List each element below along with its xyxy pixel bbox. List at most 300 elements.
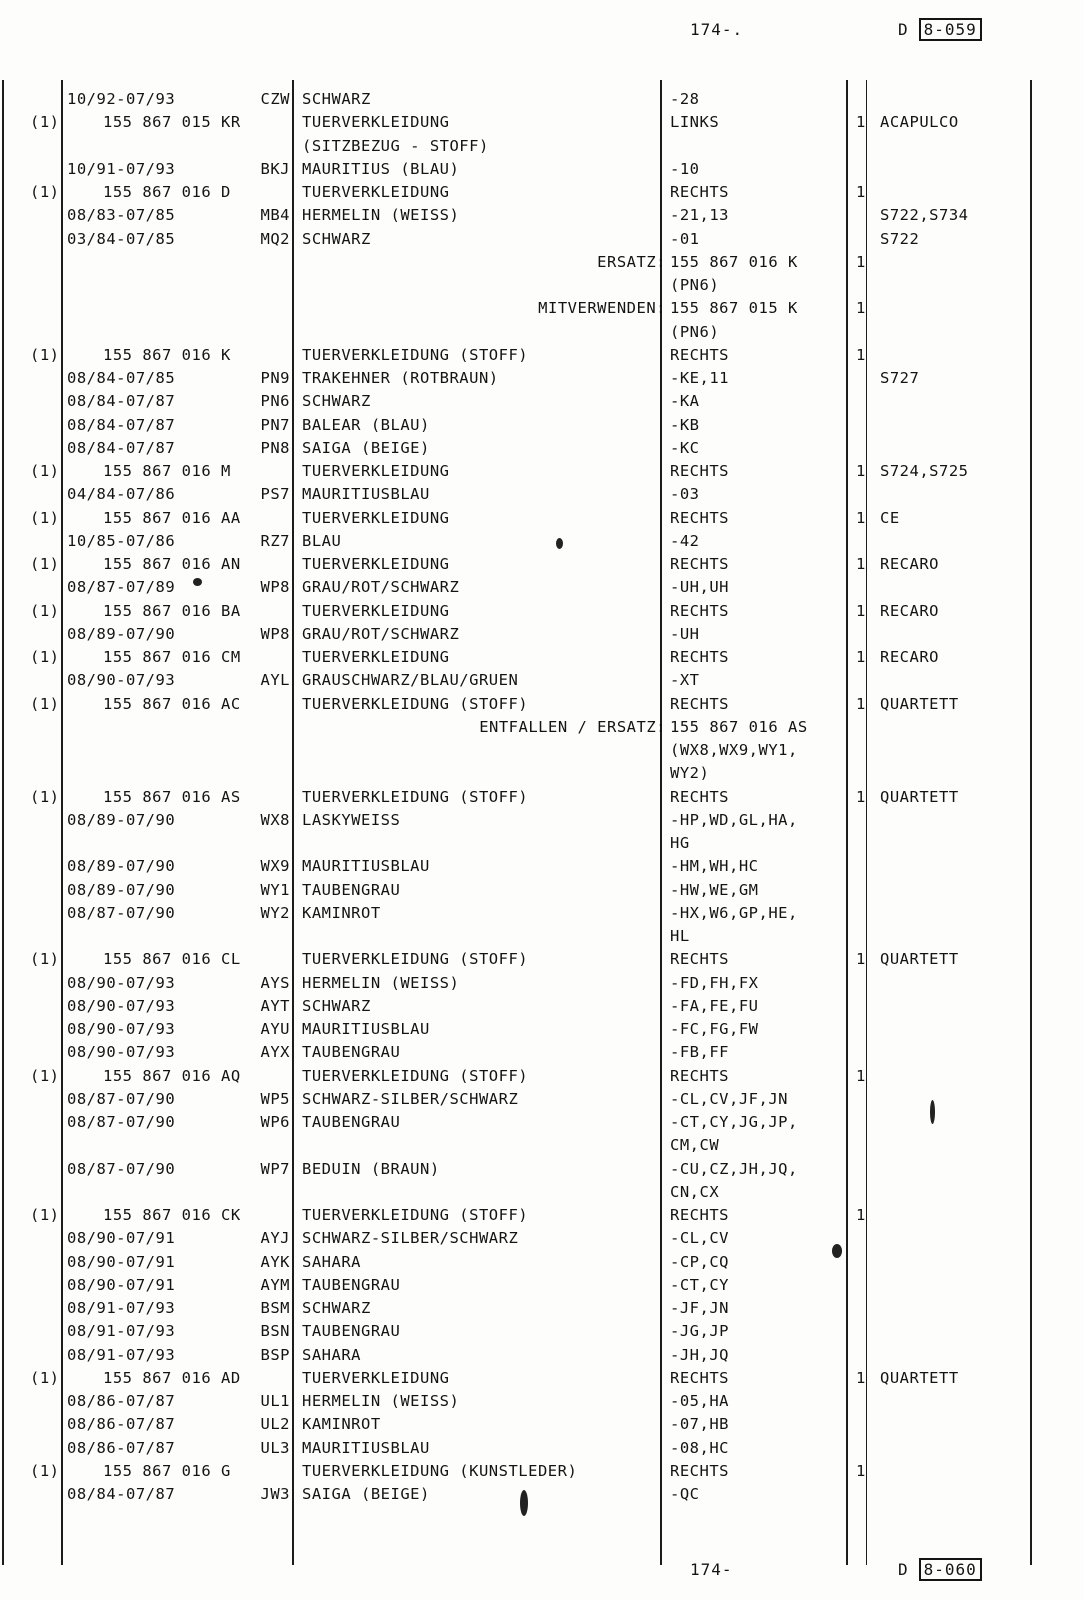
model-code: RECARO [880, 648, 939, 666]
scan-speck [930, 1100, 935, 1124]
color-code: WP7 [260, 1159, 290, 1178]
color-code: WY2 [260, 903, 290, 922]
production-period: 08/90-07/91 [67, 1275, 176, 1294]
remark: -CL,CV,JF,JN [670, 1089, 788, 1108]
remark: -KE,11 [670, 369, 729, 387]
quantity: 1 [856, 1206, 866, 1224]
table-row [0, 1390, 1084, 1413]
description: MAURITIUSBLAU [302, 1438, 430, 1457]
table-row [0, 925, 1084, 948]
remark: CM,CW [670, 1136, 720, 1155]
remark: -UH [670, 624, 700, 643]
description: TUERVERKLEIDUNG (KUNSTLEDER) [302, 1461, 578, 1480]
description: SCHWARZ-SILBER/SCHWARZ [302, 1229, 519, 1248]
description: TUERVERKLEIDUNG (STOFF) [302, 694, 529, 713]
production-period: 08/86-07/87 [67, 1438, 176, 1457]
color-code: AYK [260, 1252, 290, 1271]
production-period: 08/91-07/93 [67, 1345, 176, 1364]
part-number: 155 867 016 K [103, 345, 231, 364]
scan-speck [193, 578, 202, 586]
remark: -FD,FH,FX [670, 973, 759, 992]
table-row [0, 483, 1084, 506]
remark: RECHTS [670, 555, 729, 573]
remark: -QC [670, 1485, 700, 1503]
table-row [0, 739, 1084, 762]
color-code: AYU [260, 1020, 290, 1038]
description: TUERVERKLEIDUNG [302, 601, 450, 620]
remark: (WX8,WX9,WY1, [670, 741, 798, 759]
table-row [0, 1088, 1084, 1111]
table-row [0, 1018, 1084, 1041]
production-period: 08/89-07/90 [67, 857, 176, 876]
part-number: 155 867 016 G [103, 1461, 231, 1480]
description: TUERVERKLEIDUNG [302, 113, 450, 132]
remark: RECHTS [670, 694, 729, 713]
description: MAURITIUSBLAU [302, 485, 430, 504]
table-row [0, 553, 1084, 576]
table-row [0, 181, 1084, 204]
quantity: 1 [856, 1368, 866, 1387]
row-marker: (1) [30, 462, 60, 480]
description: TAUBENGRAU [302, 880, 401, 899]
table-row [0, 1297, 1084, 1320]
production-period: 08/91-07/93 [67, 1299, 176, 1317]
table-row [0, 1437, 1084, 1460]
table-row [0, 135, 1084, 158]
production-period: 08/90-07/93 [67, 671, 176, 690]
part-number: 155 867 016 BA [103, 601, 241, 620]
production-period: 03/84-07/85 [67, 229, 176, 248]
table-row [0, 762, 1084, 785]
top-section-letter: D [898, 20, 909, 39]
reference-label: ENTFALLEN / ERSATZ: [479, 717, 666, 736]
model-code: ACAPULCO [880, 113, 959, 132]
table-row [0, 1274, 1084, 1297]
row-marker: (1) [30, 1206, 60, 1224]
production-period: 08/84-07/87 [67, 392, 176, 411]
description: MAURITIUSBLAU [302, 1020, 430, 1038]
color-code: AYM [260, 1275, 290, 1294]
table-row [0, 693, 1084, 716]
production-period: 08/90-07/91 [67, 1229, 176, 1248]
bottom-section-ref [898, 1560, 982, 1579]
reference-label: MITVERWENDEN: [538, 299, 666, 318]
remark: RECHTS [670, 1206, 729, 1224]
row-marker: (1) [30, 648, 60, 666]
color-code: MB4 [260, 206, 290, 225]
color-code: BSM [260, 1299, 290, 1317]
table-row [0, 297, 1084, 320]
description: TUERVERKLEIDUNG (STOFF) [302, 345, 529, 364]
part-number: 155 867 016 CK [103, 1206, 241, 1224]
row-marker: (1) [30, 694, 60, 713]
description: KAMINROT [302, 903, 381, 922]
description: TUERVERKLEIDUNG (STOFF) [302, 1206, 529, 1224]
description: TUERVERKLEIDUNG (STOFF) [302, 787, 529, 806]
remark: -10 [670, 159, 700, 178]
table-row [0, 1041, 1084, 1064]
model-code: QUARTETT [880, 694, 959, 713]
table-row [0, 1158, 1084, 1181]
table-row [0, 786, 1084, 809]
production-period: 08/90-07/91 [67, 1252, 176, 1271]
remark: -UH,UH [670, 578, 729, 597]
production-period: 08/83-07/85 [67, 206, 176, 225]
description: GRAU/ROT/SCHWARZ [302, 624, 460, 643]
remark: RECHTS [670, 648, 729, 666]
remark: -CT,CY [670, 1275, 729, 1294]
table-row [0, 437, 1084, 460]
remark: RECHTS [670, 462, 729, 480]
production-period: 08/87-07/89 [67, 578, 176, 597]
description: SCHWARZ [302, 392, 371, 411]
part-number: 155 867 016 D [103, 183, 231, 201]
remark: -03 [670, 485, 700, 504]
remark: -JF,JN [670, 1299, 729, 1317]
part-number: 155 867 016 CL [103, 950, 241, 969]
table-row [0, 646, 1084, 669]
quantity: 1 [856, 555, 866, 573]
production-period: 08/91-07/93 [67, 1322, 176, 1341]
description: BLAU [302, 531, 342, 550]
production-period: 10/85-07/86 [67, 531, 176, 550]
quantity: 1 [856, 601, 866, 620]
production-period: 08/87-07/90 [67, 1159, 176, 1178]
table-row [0, 228, 1084, 251]
production-period: 08/84-07/87 [67, 1485, 176, 1503]
remark: -08,HC [670, 1438, 729, 1457]
part-number: 155 867 016 M [103, 462, 231, 480]
description: HERMELIN (WEISS) [302, 973, 460, 992]
quantity: 1 [856, 345, 866, 364]
production-period: 08/84-07/85 [67, 369, 176, 387]
color-code: UL1 [260, 1392, 290, 1410]
color-code: BSN [260, 1322, 290, 1341]
production-period: 08/87-07/90 [67, 1113, 176, 1131]
remark: HL [670, 927, 690, 945]
remark: -CT,CY,JG,JP, [670, 1113, 798, 1131]
production-period: 08/90-07/93 [67, 1020, 176, 1038]
table-row [0, 809, 1084, 832]
table-row [0, 1181, 1084, 1204]
table-row [0, 972, 1084, 995]
color-code: AYX [260, 1043, 290, 1062]
table-row [0, 1367, 1084, 1390]
row-marker: (1) [30, 950, 60, 969]
quantity: 1 [856, 299, 866, 318]
table-row [0, 1413, 1084, 1436]
remark: -42 [670, 531, 700, 550]
color-code: WP5 [260, 1089, 290, 1108]
production-period: 08/89-07/90 [67, 624, 176, 643]
quantity: 1 [856, 508, 866, 527]
quantity: 1 [856, 252, 866, 271]
scan-speck [832, 1244, 842, 1258]
table-row [0, 1344, 1084, 1367]
table-row [0, 1065, 1084, 1088]
description: (SITZBEZUG - STOFF) [302, 136, 489, 155]
remark: -HM,WH,HC [670, 857, 759, 876]
color-code: MQ2 [260, 229, 290, 248]
table-row [0, 251, 1084, 274]
remark: HG [670, 834, 690, 852]
part-number: 155 867 016 AS [103, 787, 241, 806]
remark: -01 [670, 229, 700, 248]
table-row [0, 1460, 1084, 1483]
table-row [0, 669, 1084, 692]
description: TAUBENGRAU [302, 1275, 401, 1294]
production-period: 08/90-07/93 [67, 996, 176, 1015]
remark: RECHTS [670, 950, 729, 969]
table-row [0, 902, 1084, 925]
color-code: JW3 [260, 1485, 290, 1503]
remark: (PN6) [670, 276, 720, 294]
remark: RECHTS [670, 508, 729, 527]
table-row [0, 1483, 1084, 1506]
description: SCHWARZ [302, 996, 371, 1015]
table-row [0, 855, 1084, 878]
description: TUERVERKLEIDUNG (STOFF) [302, 1066, 529, 1085]
color-code: WP6 [260, 1113, 290, 1131]
remark: WY2) [670, 764, 710, 783]
remark: -KC [670, 438, 700, 457]
table-row [0, 879, 1084, 902]
row-marker: (1) [30, 508, 60, 527]
remark: -28 [670, 90, 700, 108]
color-code: WP8 [260, 624, 290, 643]
remark: -XT [670, 671, 700, 690]
quantity: 1 [856, 183, 866, 201]
color-code: AYT [260, 996, 290, 1015]
table-row [0, 948, 1084, 971]
quantity: 1 [856, 1461, 866, 1480]
description: KAMINROT [302, 1415, 381, 1434]
part-number: 155 867 016 CM [103, 648, 241, 666]
remark: RECHTS [670, 183, 729, 201]
model-code: S722,S734 [880, 206, 969, 225]
production-period: 08/89-07/90 [67, 880, 176, 899]
color-code: UL2 [260, 1415, 290, 1434]
top-section-ref [898, 20, 982, 39]
remark: RECHTS [670, 1066, 729, 1085]
model-code: S724,S725 [880, 462, 969, 480]
table-row [0, 1320, 1084, 1343]
description: SAHARA [302, 1345, 361, 1364]
color-code: WY1 [260, 880, 290, 899]
description: BALEAR (BLAU) [302, 415, 430, 434]
description: TUERVERKLEIDUNG (STOFF) [302, 950, 529, 969]
color-code: AYS [260, 973, 290, 992]
table-row [0, 995, 1084, 1018]
description: TUERVERKLEIDUNG [302, 1368, 450, 1387]
model-code: QUARTETT [880, 1368, 959, 1387]
remark: -HX,W6,GP,HE, [670, 903, 798, 922]
description: SCHWARZ [302, 1299, 371, 1317]
quantity: 1 [856, 950, 866, 969]
quantity: 1 [856, 787, 866, 806]
remark: -JG,JP [670, 1322, 729, 1341]
production-period: 08/86-07/87 [67, 1415, 176, 1434]
description: TUERVERKLEIDUNG [302, 648, 450, 666]
production-period: 04/84-07/86 [67, 485, 176, 504]
color-code: PN6 [260, 392, 290, 411]
row-marker: (1) [30, 1368, 60, 1387]
description: TRAKEHNER (ROTBRAUN) [302, 369, 499, 387]
description: TUERVERKLEIDUNG [302, 555, 450, 573]
color-code: UL3 [260, 1438, 290, 1457]
top-page-ref: 174-. [690, 20, 744, 39]
remark: -HW,WE,GM [670, 880, 759, 899]
table-row [0, 414, 1084, 437]
description: TUERVERKLEIDUNG [302, 183, 450, 201]
description: SAIGA (BEIGE) [302, 1485, 430, 1503]
quantity: 1 [856, 113, 866, 132]
table-row [0, 390, 1084, 413]
table-row [0, 460, 1084, 483]
color-code: AYL [260, 671, 290, 690]
remark: -CP,CQ [670, 1252, 729, 1271]
table-row [0, 158, 1084, 181]
row-marker: (1) [30, 555, 60, 573]
remark: -07,HB [670, 1415, 729, 1434]
description: SCHWARZ [302, 90, 371, 108]
production-period: 08/89-07/90 [67, 810, 176, 829]
remark: -JH,JQ [670, 1345, 729, 1364]
description: MAURITIUSBLAU [302, 857, 430, 876]
table-row [0, 832, 1084, 855]
remark: -FC,FG,FW [670, 1020, 759, 1038]
remark: RECHTS [670, 601, 729, 620]
row-marker: (1) [30, 183, 60, 201]
remark: -HP,WD,GL,HA, [670, 810, 798, 829]
description: TAUBENGRAU [302, 1322, 401, 1341]
scan-speck [556, 538, 563, 549]
part-number: 155 867 016 AN [103, 555, 241, 573]
color-code: BSP [260, 1345, 290, 1364]
row-marker: (1) [30, 345, 60, 364]
remark: 155 867 016 AS [670, 717, 808, 736]
top-section-number: 8-059 [919, 18, 982, 41]
color-code: BKJ [260, 159, 290, 178]
table-row [0, 507, 1084, 530]
description: LASKYWEISS [302, 810, 401, 829]
model-code: QUARTETT [880, 950, 959, 969]
description: TAUBENGRAU [302, 1043, 401, 1062]
model-code: QUARTETT [880, 787, 959, 806]
color-code: AYJ [260, 1229, 290, 1248]
table-row [0, 88, 1084, 111]
scan-speck [520, 1490, 528, 1516]
row-marker: (1) [30, 601, 60, 620]
table-row [0, 1204, 1084, 1227]
model-code: S727 [880, 369, 920, 387]
color-code: WP8 [260, 578, 290, 597]
part-number: 155 867 016 AD [103, 1368, 241, 1387]
remark: -CU,CZ,JH,JQ, [670, 1159, 798, 1178]
description: TAUBENGRAU [302, 1113, 401, 1131]
part-number: 155 867 015 KR [103, 113, 241, 132]
description: HERMELIN (WEISS) [302, 206, 460, 225]
table-row [0, 530, 1084, 553]
remark: LINKS [670, 113, 720, 132]
bottom-section-number: 8-060 [919, 1558, 982, 1581]
production-period: 08/87-07/90 [67, 903, 176, 922]
table-row [0, 111, 1084, 134]
quantity: 1 [856, 648, 866, 666]
remark: -CL,CV [670, 1229, 729, 1248]
table-row [0, 204, 1084, 227]
description: BEDUIN (BRAUN) [302, 1159, 440, 1178]
color-code: WX8 [260, 810, 290, 829]
description: HERMELIN (WEISS) [302, 1392, 460, 1410]
reference-label: ERSATZ: [597, 252, 666, 271]
production-period: 10/92-07/93 [67, 90, 176, 108]
description: SCHWARZ [302, 229, 371, 248]
color-code: RZ7 [260, 531, 290, 550]
remark: -KB [670, 415, 700, 434]
color-code: PN7 [260, 415, 290, 434]
row-marker: (1) [30, 1066, 60, 1085]
remark: 155 867 016 K [670, 252, 798, 271]
description: TUERVERKLEIDUNG [302, 508, 450, 527]
parts-table [0, 88, 1084, 1506]
color-code: PS7 [260, 485, 290, 504]
production-period: 10/91-07/93 [67, 159, 176, 178]
table-row [0, 274, 1084, 297]
production-period: 08/84-07/87 [67, 415, 176, 434]
remark: RECHTS [670, 1461, 729, 1480]
table-row [0, 321, 1084, 344]
remark: (PN6) [670, 322, 720, 341]
color-code: WX9 [260, 857, 290, 876]
remark: 155 867 015 K [670, 299, 798, 318]
row-marker: (1) [30, 787, 60, 806]
model-code: RECARO [880, 601, 939, 620]
part-number: 155 867 016 AQ [103, 1066, 241, 1085]
table-row [0, 623, 1084, 646]
model-code: RECARO [880, 555, 939, 573]
remark: RECHTS [670, 787, 729, 806]
quantity: 1 [856, 694, 866, 713]
bottom-section-letter: D [898, 1560, 909, 1579]
remark: RECHTS [670, 1368, 729, 1387]
row-marker: (1) [30, 113, 60, 132]
description: TUERVERKLEIDUNG [302, 462, 450, 480]
quantity: 1 [856, 462, 866, 480]
remark: -21,13 [670, 206, 729, 225]
color-code: PN9 [260, 369, 290, 387]
production-period: 08/90-07/93 [67, 973, 176, 992]
table-row [0, 1251, 1084, 1274]
remark: -FB,FF [670, 1043, 729, 1062]
description: GRAU/ROT/SCHWARZ [302, 578, 460, 597]
production-period: 08/86-07/87 [67, 1392, 176, 1410]
row-marker: (1) [30, 1461, 60, 1480]
color-code: CZW [260, 90, 290, 108]
model-code: S722 [880, 229, 920, 248]
table-row [0, 1134, 1084, 1157]
description: SAHARA [302, 1252, 361, 1271]
table-row [0, 600, 1084, 623]
description: MAURITIUS (BLAU) [302, 159, 460, 178]
part-number: 155 867 016 AA [103, 508, 241, 527]
table-row [0, 1227, 1084, 1250]
remark: RECHTS [670, 345, 729, 364]
remark: -05,HA [670, 1392, 729, 1410]
remark: -FA,FE,FU [670, 996, 759, 1015]
table-row [0, 716, 1084, 739]
remark: -KA [670, 392, 700, 411]
